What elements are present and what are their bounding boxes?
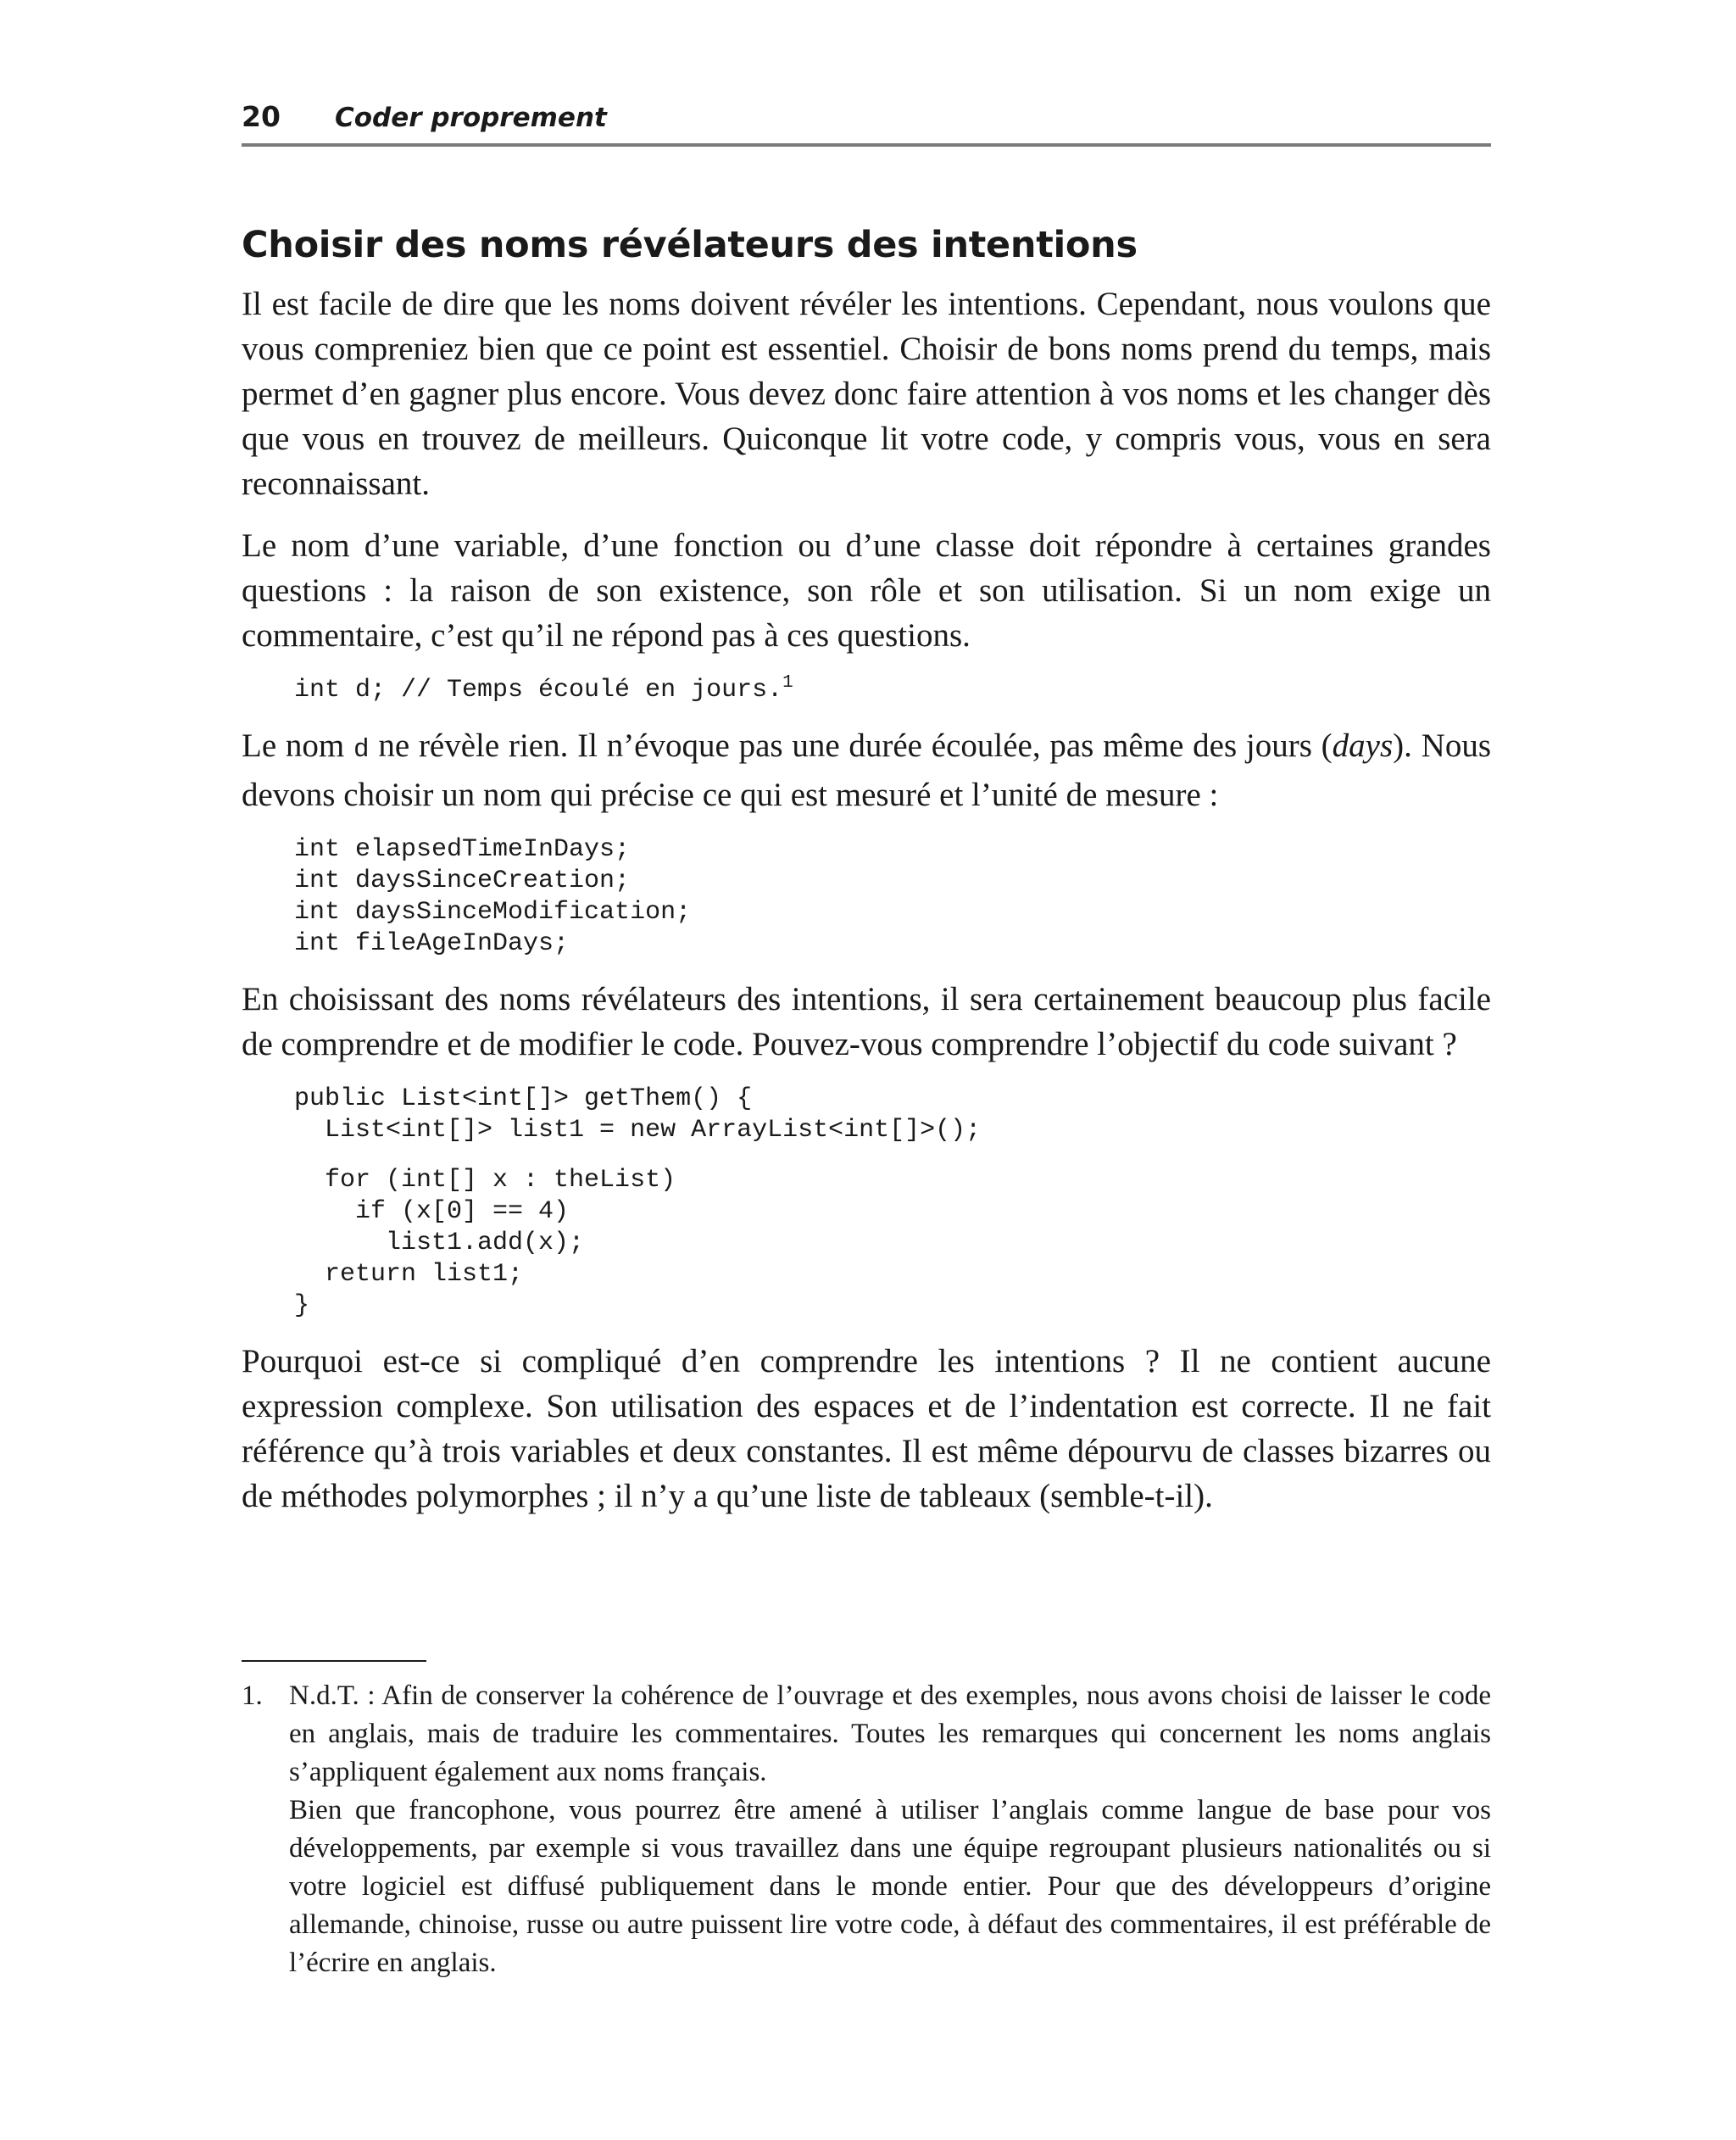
inline-code-d: d [353, 734, 370, 765]
paragraph-4: En choisissant des noms révélateurs des intentions, il sera certainement beaucoup plus facile de comprendre et de modifier le code. Pouvez-vous comprendre l’objectif du code suivant ? [242, 980, 1491, 1062]
header-rule [242, 143, 1491, 147]
paragraph-3-end: ). Nous devons choisir un nom qui précise ce qui est mesuré et l’unité de mesure : [242, 727, 1491, 813]
footnote-paragraph-2: Bien que francophone, vous pourrez être amené à utiliser l’anglais comme langue de base pour vos développements, par exemple si vous travaillez dans une équipe regroupant plusieurs nationalités ou si votre logiciel est diffusé publiquement dans le monde entier. Pour que des développeurs d’origine allemande, chinoise, russe ou autre puissent lire votre code, à défaut des commentaires, il est préférable de l’écrire en anglais. [289, 1795, 1491, 1978]
footnotes [242, 1660, 1491, 1982]
page-header [242, 100, 1491, 147]
paragraph-1: Il est facile de dire que les noms doivent révéler les intentions. Cependant, nous voulons que vous compreniez bien que ce point est essentiel. Choisir de bons noms prend du temps, mais permet d’en gagner plus encore. Vous devez donc faire attention à vos noms et les changer dès que vous en trouvez de meilleurs. Quiconque lit votre code, y compris vous, vous en sera reconnaissant. [242, 285, 1491, 502]
paragraph-5: Pourquoi est-ce si compliqué d’en comprendre les intentions ? Il ne contient aucune expression complexe. Son utilisation des espaces et de l’indentation est correcte. Il ne fait référence qu’à trois variables et deux constantes. Il est même dépourvu de classes bizarres ou de méthodes polymorphes ; il n’y a qu’une liste de tableaux (semble-t-il). [242, 1342, 1491, 1514]
footnote-1 [242, 1677, 1491, 1982]
footnote-paragraph-1: N.d.T. : Afin de conserver la cohérence de l’ouvrage et des exemples, nous avons choisi de laisser le code en anglais, mais de traduire les commentaires. Toutes les remarques qui concernent les noms anglais s’appliquent également aux noms français. [289, 1680, 1491, 1787]
code-block-3-part-b: for (int[] x : theList) if (x[0] == 4) list1.add(x); return list1; } [294, 1165, 676, 1320]
paragraph-2: Le nom d’une variable, d’une fonction ou d’une classe doit répondre à certaines grandes questions : la raison de son existence, son rôle et son utilisation. Si un nom exige un commentaire, c’est qu’il ne répond pas à ces questions. [242, 527, 1491, 654]
code-line: int d; // Temps écoulé en jours. [294, 675, 783, 705]
paragraph-3-mid: ne révèle rien. Il n’évoque pas une durée écoulée, pas même des jours ( [369, 727, 1333, 764]
code-block-2: int elapsedTimeInDays; int daysSinceCreation; int daysSinceModification; int fileAgeInDays; [294, 834, 692, 958]
code-block-3 [294, 1084, 1491, 1322]
paragraph-3-start: Le nom [242, 727, 353, 764]
page-number: 20 [242, 100, 281, 133]
footnote-rule [242, 1660, 426, 1662]
main-content [242, 222, 1491, 1535]
footnote-ref[interactable]: 1 [782, 672, 793, 693]
code-block-3-part-a: public List<int[]> getThem() { List<int[]> list1 = new ArrayList<int[]>(); [294, 1084, 982, 1145]
footnote-marker: 1. [242, 1680, 263, 1711]
code-gap [294, 1146, 1491, 1165]
code-block-1 [294, 672, 1491, 706]
running-title: Coder proprement [335, 103, 607, 133]
italic-days: days [1332, 727, 1394, 764]
section-heading: Choisir des noms révélateurs des intentions [242, 224, 1138, 266]
paragraph-3 [242, 723, 1491, 817]
footnote-text [289, 1677, 1491, 1982]
header-line [242, 100, 1491, 133]
